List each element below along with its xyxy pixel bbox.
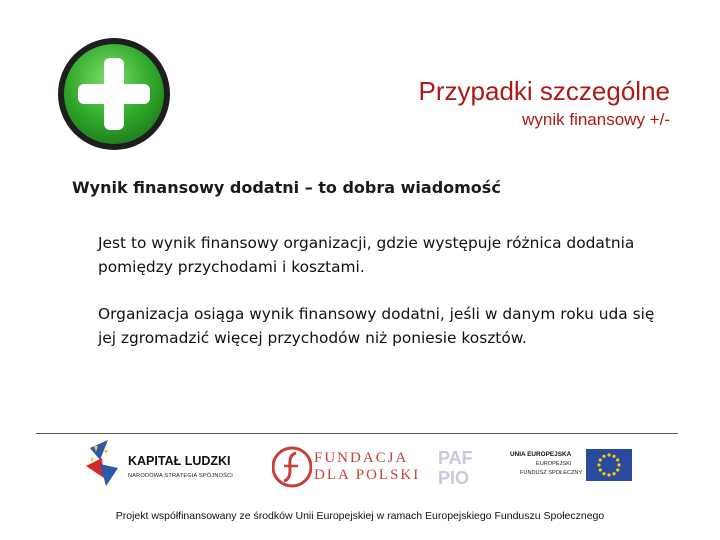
fundacja-emblem [272, 444, 312, 490]
eu-line2: EUROPEJSKI [536, 461, 572, 467]
eu-flag-icon [586, 449, 632, 481]
slide-subtitle: wynik finansowy +/- [522, 110, 670, 129]
kapital-ludzki-logo [82, 438, 232, 494]
fundacja-line1: FUNDACJA [314, 450, 409, 466]
fundacja-logo [272, 444, 421, 490]
footer-divider [36, 433, 678, 434]
paf-text: PAF [438, 448, 473, 468]
section-heading: Wynik finansowy dodatni – to dobra wiadomość [72, 178, 501, 197]
eu-line3: FUNDUSZ SPOŁECZNY [520, 470, 583, 476]
paragraph-definition: Jest to wynik finansowy organizacji, gdzie występuje różnica dodatnia pomiędzy przychodami i kosztami. [98, 234, 635, 276]
eu-line1: UNIA EUROPEJSKA [510, 451, 572, 458]
fundacja-line2: DLA POLSKI [314, 467, 421, 483]
plus-icon [56, 36, 172, 152]
footer-cofinancing-note: Projekt współfinansowany ze środków Unii Europejskiej w ramach Europejskiego Funduszu Społecznego [115, 510, 605, 522]
eu-logo [506, 448, 634, 484]
kapital-ludzki-tagline: NARODOWA STRATEGIA SPÓJNOŚCI [128, 473, 234, 479]
paf-pio-logo [434, 445, 484, 489]
kapital-ludzki-emblem [82, 438, 126, 494]
pio-text: PIO [438, 468, 470, 488]
paragraph-condition: Organizacja osiąga wynik finansowy dodatni, jeśli w danym roku uda się jej zgromadzić więcej przychodów niż poniesie kosztów. [98, 305, 655, 347]
slide-title: Przypadki szczególne [418, 76, 670, 106]
kapital-ludzki-name: KAPITAŁ LUDZKI [128, 454, 231, 468]
